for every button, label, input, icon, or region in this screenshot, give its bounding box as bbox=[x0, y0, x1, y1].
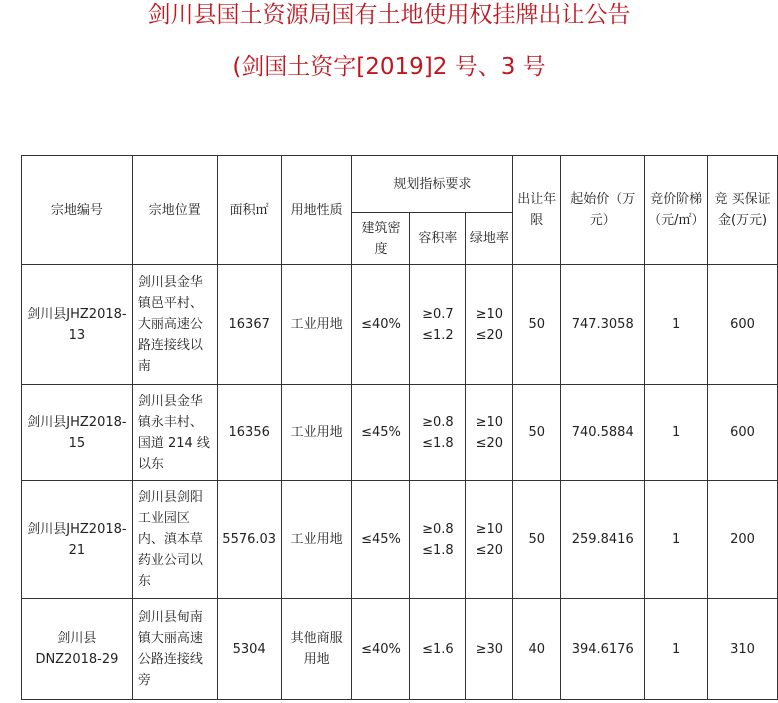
header-green-ratio: 绿地率 bbox=[466, 213, 513, 265]
cell-land-use: 工业用地 bbox=[281, 481, 352, 599]
cell-deposit: 200 bbox=[708, 481, 778, 599]
header-start-price: 起始价（万元） bbox=[561, 156, 645, 265]
cell-location: 剑川县金华镇邑平村、大丽高速公路连接线以南 bbox=[132, 265, 217, 385]
header-location: 宗地位置 bbox=[132, 156, 217, 265]
cell-plot-ratio: ≥0.8 ≤1.8 bbox=[410, 481, 466, 599]
cell-bid-step: 1 bbox=[645, 599, 708, 700]
cell-location: 剑川县金华镇永丰村、国道 214 线以东 bbox=[132, 385, 217, 481]
cell-plot-ratio: ≥0.8 ≤1.8 bbox=[410, 385, 466, 481]
cell-area: 16367 bbox=[217, 265, 281, 385]
cell-term: 50 bbox=[513, 265, 561, 385]
cell-bid-step: 1 bbox=[645, 265, 708, 385]
cell-start-price: 747.3058 bbox=[561, 265, 645, 385]
notice-subtitle: (剑国土资字[2019]2 号、3 号 bbox=[232, 54, 546, 80]
cell-land-use: 工业用地 bbox=[281, 265, 352, 385]
header-planning-group: 规划指标要求 bbox=[352, 156, 513, 213]
cell-deposit: 600 bbox=[708, 265, 778, 385]
table-row bbox=[22, 481, 778, 599]
cell-bid-step: 1 bbox=[645, 385, 708, 481]
cell-green-ratio: ≥10 ≤20 bbox=[466, 265, 513, 385]
cell-green-ratio: ≥10 ≤20 bbox=[466, 385, 513, 481]
cell-green-ratio: ≥30 bbox=[466, 599, 513, 700]
land-parcel-table bbox=[21, 155, 778, 700]
cell-building-density: ≤40% bbox=[352, 599, 410, 700]
cell-green-ratio: ≥10 ≤20 bbox=[466, 481, 513, 599]
notice-title: 剑川县国土资源局国有土地使用权挂牌出让公告 bbox=[147, 2, 631, 28]
cell-area: 5576.03 bbox=[217, 481, 281, 599]
cell-building-density: ≤45% bbox=[352, 481, 410, 599]
cell-location: 剑川县甸南镇大丽高速公路连接线旁 bbox=[132, 599, 217, 700]
table-header-row bbox=[22, 156, 778, 213]
header-term: 出让年限 bbox=[513, 156, 561, 265]
cell-term: 50 bbox=[513, 481, 561, 599]
cell-parcel-no: 剑川县JHZ2018-13 bbox=[22, 265, 133, 385]
header-bid-step: 竞价阶梯（元/㎡） bbox=[645, 156, 708, 265]
cell-building-density: ≤40% bbox=[352, 265, 410, 385]
header-plot-ratio: 容积率 bbox=[410, 213, 466, 265]
cell-deposit: 600 bbox=[708, 385, 778, 481]
cell-term: 40 bbox=[513, 599, 561, 700]
cell-plot-ratio: ≤1.6 bbox=[410, 599, 466, 700]
header-building-density: 建筑密度 bbox=[352, 213, 410, 265]
cell-area: 5304 bbox=[217, 599, 281, 700]
cell-term: 50 bbox=[513, 385, 561, 481]
cell-plot-ratio: ≥0.7 ≤1.2 bbox=[410, 265, 466, 385]
cell-start-price: 259.8416 bbox=[561, 481, 645, 599]
table-row bbox=[22, 265, 778, 385]
cell-parcel-no: 剑川县DNZ2018-29 bbox=[22, 599, 133, 700]
cell-area: 16356 bbox=[217, 385, 281, 481]
cell-parcel-no: 剑川县JHZ2018-15 bbox=[22, 385, 133, 481]
cell-land-use: 其他商服用地 bbox=[281, 599, 352, 700]
header-deposit: 竞 买保证金(万元) bbox=[708, 156, 778, 265]
table-row bbox=[22, 385, 778, 481]
cell-land-use: 工业用地 bbox=[281, 385, 352, 481]
cell-deposit: 310 bbox=[708, 599, 778, 700]
header-area: 面积㎡ bbox=[217, 156, 281, 265]
cell-location: 剑川县剑阳工业园区内、滇本草药业公司以东 bbox=[132, 481, 217, 599]
table-row bbox=[22, 599, 778, 700]
cell-parcel-no: 剑川县JHZ2018-21 bbox=[22, 481, 133, 599]
header-land-use: 用地性质 bbox=[281, 156, 352, 265]
cell-bid-step: 1 bbox=[645, 481, 708, 599]
header-parcel-no: 宗地编号 bbox=[22, 156, 133, 265]
cell-start-price: 394.6176 bbox=[561, 599, 645, 700]
cell-start-price: 740.5884 bbox=[561, 385, 645, 481]
cell-building-density: ≤45% bbox=[352, 385, 410, 481]
